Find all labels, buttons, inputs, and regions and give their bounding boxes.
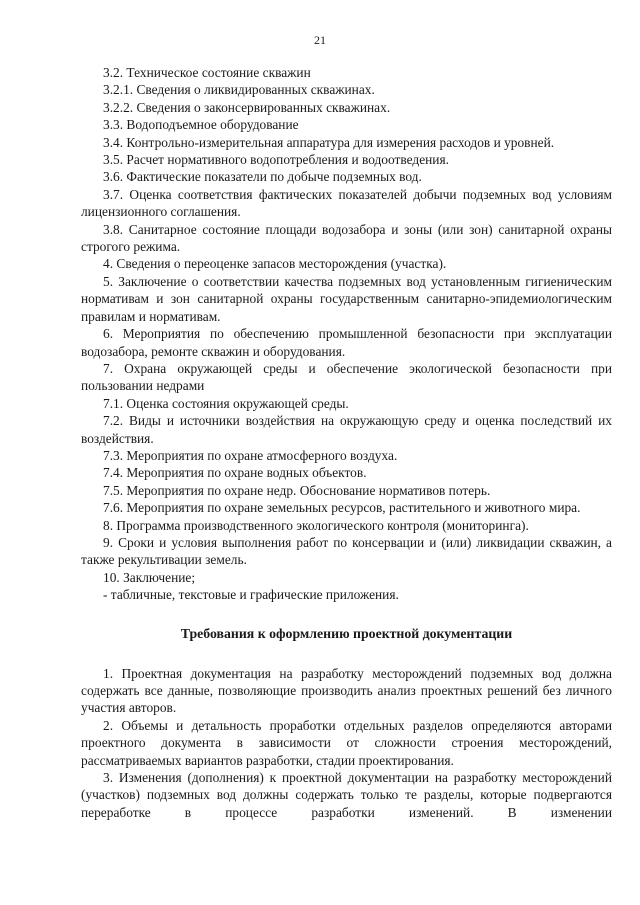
contents-list	[81, 64, 612, 604]
list-item: 3.2. Техническое состояние скважин	[103, 65, 311, 80]
list-item: 3.2.1. Сведения о ликвидированных скважинах.	[103, 82, 375, 98]
list-item: 9. Сроки и условия выполнения работ по консервации и (или) ликвидации скважин, а также рекультивации земель.	[81, 534, 612, 568]
requirement-paragraph: 1. Проектная документация на разработку месторождений подземных вод должна содержать все данные, позволяющие производить анализ проектных решений без личного участия авторов.	[81, 665, 612, 716]
list-item: 7.4. Мероприятия по охране водных объектов.	[103, 465, 367, 481]
list-item: 7.6. Мероприятия по охране земельных ресурсов, растительного и животного мира.	[103, 500, 581, 516]
page-content	[81, 64, 612, 821]
page-number: 21	[314, 33, 326, 47]
list-item: 3.4. Контрольно-измерительная аппаратура для измерения расходов и уровней.	[103, 134, 555, 150]
list-item: 5. Заключение о соответствии качества подземных вод установленным гигиеническим нормативам и зон санитарной охраны государственным санитарно-эпидемиологическим правилам и нормативам.	[81, 273, 612, 324]
list-item: - табличные, текстовые и графические приложения.	[103, 587, 399, 603]
list-item: 7.5. Мероприятия по охране недр. Обоснование нормативов потерь.	[103, 482, 491, 498]
list-item: 7.3. Мероприятия по охране атмосферного воздуха.	[103, 447, 398, 463]
requirements-list	[81, 665, 612, 822]
list-item: 3.3. Водоподъемное оборудование	[103, 117, 299, 133]
list-item: 8. Программа производственного экологического контроля (мониторинга).	[103, 517, 529, 533]
list-item: 3.8. Санитарное состояние площади водозабора и зоны (или зон) санитарной охраны строгого режима.	[81, 221, 612, 255]
list-item: 4. Сведения о переоценке запасов месторождения (участка).	[103, 256, 447, 272]
section-heading: Требования к оформлению проектной документации	[180, 625, 513, 641]
list-item: 3.7. Оценка соответствия фактических показателей добычи подземных вод условиям лицензионного соглашения.	[81, 186, 612, 220]
list-item: 6. Мероприятия по обеспечению промышленной безопасности при эксплуатации водозабора, ремонте скважин и оборудования.	[81, 326, 612, 359]
list-item: 7.2. Виды и источники воздействия на окружающую среду и оценка последствий их воздействия.	[81, 413, 612, 446]
list-item: 7.1. Оценка состояния окружающей среды.	[103, 395, 349, 411]
list-item: 3.2.2. Сведения о законсервированных скважинах.	[103, 99, 391, 115]
list-item: 10. Заключение;	[103, 569, 196, 585]
list-item: 3.5. Расчет нормативного водопотребления и водоотведения.	[103, 152, 449, 168]
requirement-paragraph: 3. Изменения (дополнения) к проектной документации на разработку месторождений (участков) подземных вод должны содержать только те разделы, которые подвергаются переработке в процессе разработки изменений. В изменении	[81, 770, 612, 820]
list-item: 7. Охрана окружающей среды и обеспечение экологической безопасности при пользовании недрами	[81, 360, 612, 394]
list-item: 3.6. Фактические показатели по добыче подземных вод.	[103, 169, 422, 185]
requirement-paragraph: 2. Объемы и детальность проработки отдельных разделов определяются авторами проектного документа в зависимости от сложности строения месторождений, рассматриваемых вариантов разработки, стадии проектирования.	[81, 717, 612, 768]
